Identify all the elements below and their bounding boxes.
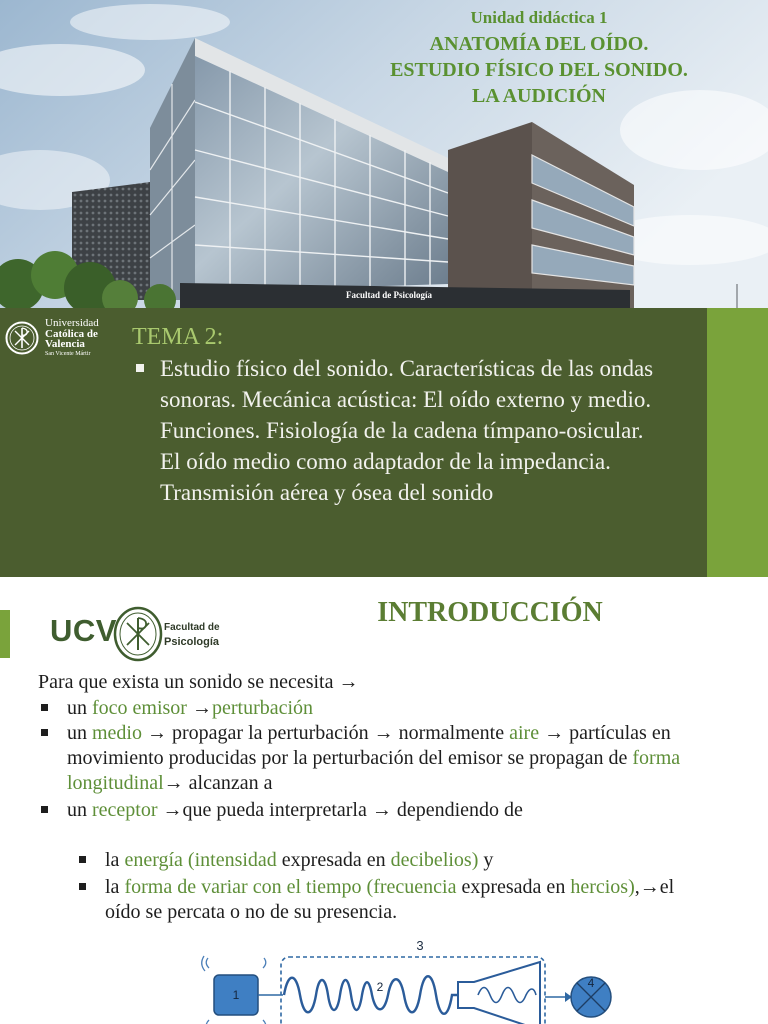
text-segment: y: [478, 849, 494, 871]
diagram-label-1: 1: [232, 988, 240, 1002]
text-segment: la: [105, 849, 125, 871]
text-segment: un: [67, 722, 92, 744]
diagram-label-4: 4: [587, 976, 595, 990]
logo-line: Valencia: [45, 338, 85, 350]
highlight-term: perturbación: [211, 697, 314, 719]
highlight-term: foco emisor: [92, 697, 187, 719]
sub-bullet-frequency: [105, 875, 674, 900]
bullet-medium-line: [67, 771, 273, 796]
text-segment: expresada en: [456, 876, 571, 898]
text-segment: →: [186, 697, 212, 719]
intro-lead: Para que exista un sonido se necesita →: [38, 671, 359, 693]
title-line: ANATOMÍA DEL OÍDO.: [429, 33, 649, 55]
highlight-term: hercios): [570, 876, 635, 898]
text-segment: → alcanzan a: [163, 772, 273, 794]
university-logo-text: [45, 318, 99, 359]
tema-heading: TEMA 2:: [132, 324, 224, 350]
faculty-line: Psicología: [164, 636, 220, 648]
tema-line: El oído medio como adaptador de la impedancia.: [160, 449, 611, 474]
highlight-term: forma de variar con el tiempo (frecuencia: [124, 876, 457, 898]
topic-band-accent-strip: [707, 308, 768, 577]
bullet-square-icon: [136, 364, 144, 372]
cloud: [70, 4, 230, 40]
logo-line: Universidad: [45, 317, 99, 329]
unit-label: Unidad didáctica 1: [470, 8, 608, 27]
bullet-emitter: [67, 696, 313, 721]
slide1-title: [329, 5, 749, 109]
bullet-square-icon: [41, 729, 48, 736]
bullet-square-icon: [79, 856, 86, 863]
title-line: ESTUDIO FÍSICO DEL SONIDO.: [390, 59, 688, 81]
text-segment: →que pueda interpretarla → dependiendo de: [157, 799, 523, 821]
tema-line: Estudio físico del sonido. Características de las ondas: [160, 356, 654, 381]
highlight-term: longitudinal: [67, 772, 164, 794]
sound-wave: [284, 976, 458, 1014]
bullet-square-icon: [79, 883, 86, 890]
text-segment: un: [67, 799, 92, 821]
highlight-term: energía (intensidad: [124, 849, 277, 871]
logo-line: Católica de: [45, 327, 98, 340]
sub-bullet-energy: [105, 848, 493, 873]
ucv-emblem-icon: [113, 606, 163, 662]
text-segment: → propagar la perturbación → normalmente: [142, 722, 510, 744]
bullet-medium-line: [67, 746, 680, 771]
highlight-term: decibelios): [390, 849, 479, 871]
title-line: LA AUDICIÓN: [472, 85, 606, 107]
diagram-label-3: 3: [416, 938, 424, 953]
text-segment: movimiento producidas por la perturbación del emisor se propagan de: [67, 747, 633, 769]
ucv-emblem-icon: [4, 320, 40, 356]
tema-line: Transmisión aérea y ósea del sonido: [160, 480, 494, 505]
building-sign-text: Facultad de Psicología: [346, 290, 432, 300]
text-segment: expresada en: [276, 849, 391, 871]
text-segment: la: [105, 876, 125, 898]
dark-building-front: [448, 122, 532, 308]
slide2-accent-bar: [0, 610, 10, 658]
intro-heading: INTRODUCCIÓN: [377, 597, 603, 628]
text-segment: un: [67, 697, 92, 719]
tema-description: [160, 353, 653, 508]
faculty-name: [164, 621, 220, 649]
tema-line: sonoras. Mecánica acústica: El oído externo y medio.: [160, 387, 652, 412]
highlight-term: medio: [92, 722, 142, 744]
bullet-receiver: [67, 798, 523, 823]
sub-bullet-frequency-cont: oído se percata o no de su presencia.: [105, 901, 398, 923]
highlight-term: receptor: [92, 799, 158, 821]
ucv-logo-mark: UCV: [50, 613, 117, 648]
sound-transmission-diagram: [0, 930, 768, 1024]
faculty-line: Facultad de: [164, 622, 220, 633]
text-segment: → partículas en: [539, 722, 671, 744]
bullet-square-icon: [41, 806, 48, 813]
diagram-label-2: 2: [376, 980, 384, 994]
tema-line: Funciones. Fisiología de la cadena tímpano-osicular.: [160, 418, 644, 443]
text-segment: ,→el: [634, 876, 675, 898]
bullet-square-icon: [41, 704, 48, 711]
bullet-medium-line: [67, 721, 671, 746]
highlight-term: aire: [509, 722, 540, 744]
logo-line: San Vicente Mártir: [45, 350, 91, 357]
highlight-term: forma: [632, 747, 681, 769]
